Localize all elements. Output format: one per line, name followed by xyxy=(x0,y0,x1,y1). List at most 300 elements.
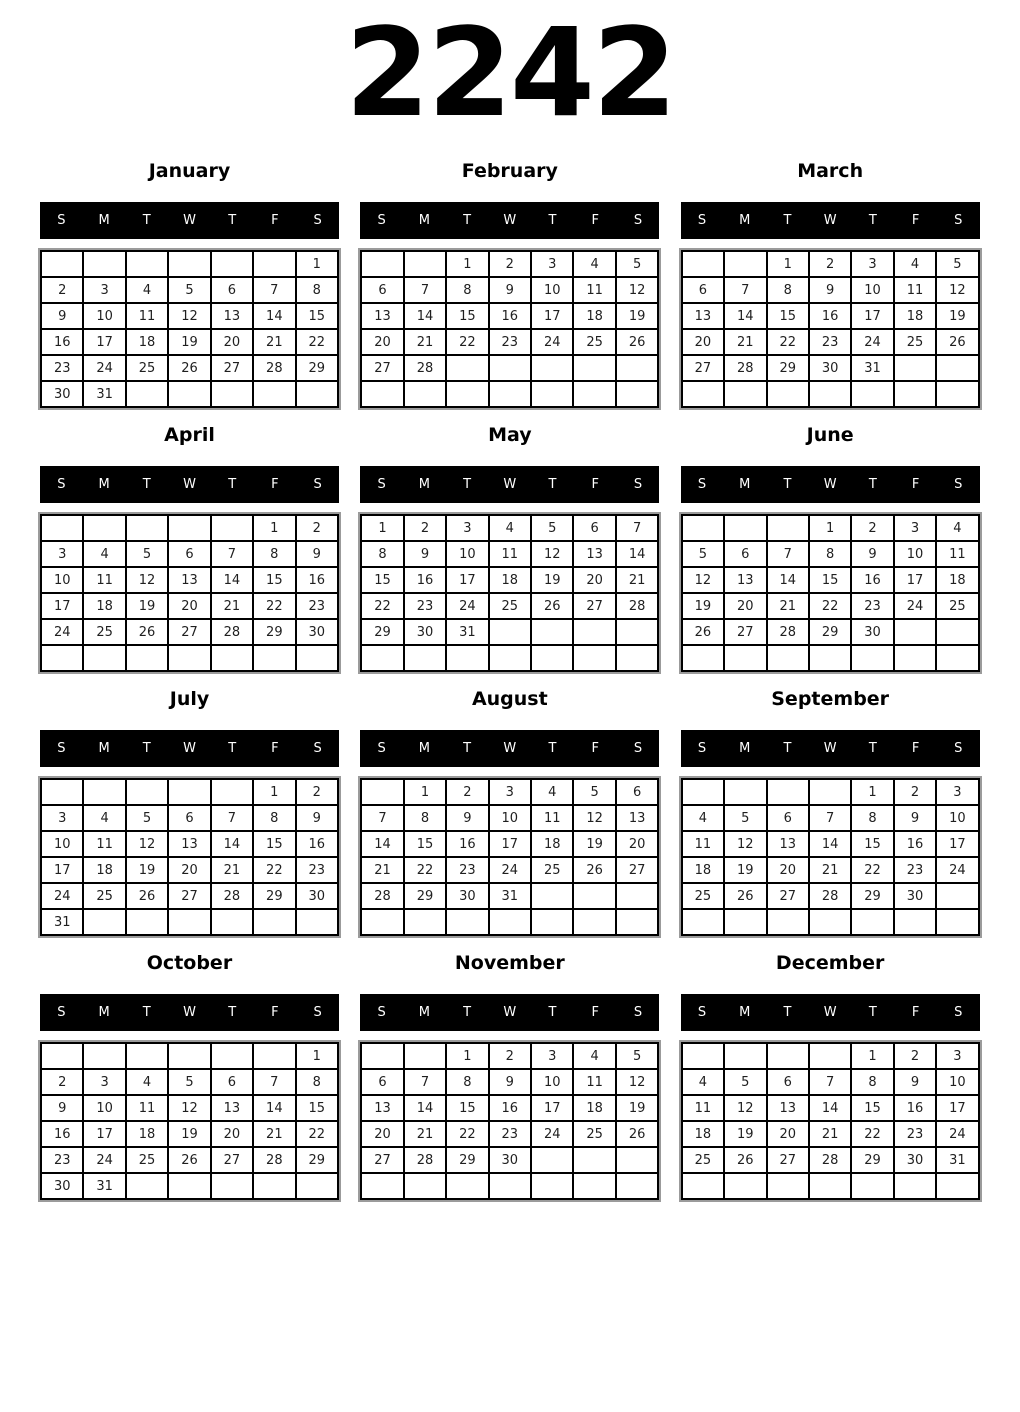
day-cell: 16 xyxy=(296,831,338,857)
empty-day-cell xyxy=(361,909,403,935)
month-title: January xyxy=(148,160,231,182)
day-cell: 19 xyxy=(724,857,766,883)
month-title: August xyxy=(471,688,548,710)
day-cell: 4 xyxy=(682,1069,724,1095)
day-cell: 18 xyxy=(573,1095,615,1121)
empty-day-cell xyxy=(767,909,809,935)
day-cell: 25 xyxy=(682,883,724,909)
day-cell: 4 xyxy=(126,277,168,303)
day-cell: 6 xyxy=(767,1069,809,1095)
weekday-label: S xyxy=(633,741,643,756)
day-cell: 9 xyxy=(489,1069,531,1095)
day-cell: 12 xyxy=(936,277,978,303)
day-cell: 25 xyxy=(126,355,168,381)
week-row xyxy=(361,515,658,541)
empty-day-cell xyxy=(809,645,851,671)
day-cell: 24 xyxy=(83,1147,125,1173)
day-cell: 20 xyxy=(767,1121,809,1147)
weekday-header-bar xyxy=(681,466,980,503)
day-cell: 17 xyxy=(851,303,893,329)
weekday-label: S xyxy=(377,1005,386,1020)
day-cell: 10 xyxy=(41,831,83,857)
day-cell: 26 xyxy=(724,1147,766,1173)
day-cell: 22 xyxy=(253,857,295,883)
day-cell: 15 xyxy=(404,831,446,857)
week-row xyxy=(41,645,338,671)
empty-day-cell xyxy=(41,251,83,277)
day-cell: 26 xyxy=(724,883,766,909)
week-row xyxy=(682,619,979,645)
day-cell: 5 xyxy=(168,277,210,303)
day-cell: 7 xyxy=(809,1069,851,1095)
day-cell: 1 xyxy=(809,515,851,541)
day-cell: 2 xyxy=(446,779,488,805)
empty-day-cell xyxy=(573,355,615,381)
day-cell: 6 xyxy=(573,515,615,541)
empty-day-cell xyxy=(809,779,851,805)
day-cell: 10 xyxy=(851,277,893,303)
week-row xyxy=(361,381,658,407)
day-cell: 24 xyxy=(41,619,83,645)
day-cell: 8 xyxy=(253,541,295,567)
day-cell: 4 xyxy=(126,1069,168,1095)
week-row xyxy=(41,1043,338,1069)
month-days-table xyxy=(681,250,980,408)
day-cell: 6 xyxy=(168,541,210,567)
month-days-table xyxy=(40,514,339,672)
day-cell: 16 xyxy=(809,303,851,329)
empty-day-cell xyxy=(936,381,978,407)
empty-day-cell xyxy=(851,381,893,407)
day-cell: 25 xyxy=(531,857,573,883)
day-cell: 20 xyxy=(573,567,615,593)
day-cell: 20 xyxy=(724,593,766,619)
empty-day-cell xyxy=(168,381,210,407)
empty-day-cell xyxy=(894,381,936,407)
day-cell: 28 xyxy=(809,1147,851,1173)
day-cell: 31 xyxy=(446,619,488,645)
weekday-label: S xyxy=(697,741,707,756)
day-cell: 22 xyxy=(253,593,295,619)
day-cell: 26 xyxy=(936,329,978,355)
day-cell: 20 xyxy=(361,1121,403,1147)
week-row xyxy=(361,277,658,303)
empty-day-cell xyxy=(126,1043,168,1069)
week-row xyxy=(361,1069,658,1095)
day-cell: 1 xyxy=(851,779,893,805)
day-cell: 21 xyxy=(211,857,253,883)
day-cell: 28 xyxy=(253,1147,295,1173)
day-cell: 28 xyxy=(211,883,253,909)
empty-day-cell xyxy=(616,909,658,935)
day-cell: 4 xyxy=(489,515,531,541)
week-row xyxy=(361,779,658,805)
empty-day-cell xyxy=(211,381,253,407)
empty-day-cell xyxy=(531,1147,573,1173)
week-row xyxy=(682,329,979,355)
month-days-body xyxy=(361,1043,658,1199)
empty-day-cell xyxy=(211,779,253,805)
weekday-label: S xyxy=(697,213,707,228)
day-cell: 19 xyxy=(724,1121,766,1147)
week-row xyxy=(682,1043,979,1069)
week-row xyxy=(41,1173,338,1199)
weekday-label: T xyxy=(463,477,472,492)
month-title: December xyxy=(775,952,885,974)
day-cell: 3 xyxy=(41,805,83,831)
months-grid xyxy=(0,160,1020,1200)
week-row xyxy=(361,805,658,831)
month-days-table xyxy=(360,778,659,936)
day-cell: 14 xyxy=(253,1095,295,1121)
day-cell: 6 xyxy=(211,1069,253,1095)
empty-day-cell xyxy=(936,355,978,381)
week-row xyxy=(361,1043,658,1069)
day-cell: 5 xyxy=(616,1043,658,1069)
weekday-label: W xyxy=(823,213,837,228)
day-cell: 8 xyxy=(767,277,809,303)
day-cell: 8 xyxy=(296,277,338,303)
week-row xyxy=(361,329,658,355)
day-cell: 13 xyxy=(573,541,615,567)
weekday-label: S xyxy=(697,1005,707,1020)
day-cell: 10 xyxy=(894,541,936,567)
week-row xyxy=(361,251,658,277)
week-row xyxy=(682,251,979,277)
day-cell: 14 xyxy=(211,831,253,857)
empty-day-cell xyxy=(894,355,936,381)
day-cell: 23 xyxy=(296,857,338,883)
weekday-label: T xyxy=(142,477,151,492)
month-days-body xyxy=(361,251,658,407)
empty-day-cell xyxy=(489,645,531,671)
day-cell: 13 xyxy=(168,567,210,593)
empty-day-cell xyxy=(724,381,766,407)
weekday-label: S xyxy=(313,741,322,756)
day-cell: 2 xyxy=(296,515,338,541)
day-cell: 25 xyxy=(126,1147,168,1173)
weekday-label: T xyxy=(463,213,472,228)
day-cell: 24 xyxy=(83,355,125,381)
day-cell: 5 xyxy=(126,541,168,567)
empty-day-cell xyxy=(211,515,253,541)
day-cell: 25 xyxy=(573,329,615,355)
empty-day-cell xyxy=(489,355,531,381)
week-row xyxy=(361,541,658,567)
day-cell: 23 xyxy=(489,1121,531,1147)
day-cell: 30 xyxy=(296,619,338,645)
day-cell: 4 xyxy=(531,779,573,805)
empty-day-cell xyxy=(616,883,658,909)
day-cell: 8 xyxy=(253,805,295,831)
empty-day-cell xyxy=(126,645,168,671)
weekday-label: W xyxy=(183,741,196,756)
day-cell: 26 xyxy=(531,593,573,619)
week-row xyxy=(41,515,338,541)
month-days-table xyxy=(40,1042,339,1200)
empty-day-cell xyxy=(296,909,338,935)
day-cell: 30 xyxy=(41,381,83,407)
weekday-label: F xyxy=(591,741,599,756)
day-cell: 6 xyxy=(682,277,724,303)
day-cell: 11 xyxy=(126,1095,168,1121)
day-cell: 18 xyxy=(936,567,978,593)
day-cell: 12 xyxy=(126,831,168,857)
weekday-header-bar xyxy=(360,466,659,503)
day-cell: 16 xyxy=(41,1121,83,1147)
weekday-label: S xyxy=(313,1005,322,1020)
day-cell: 26 xyxy=(168,1147,210,1173)
day-cell: 12 xyxy=(616,277,658,303)
empty-day-cell xyxy=(682,381,724,407)
month-days-table xyxy=(360,1042,659,1200)
day-cell: 13 xyxy=(361,1095,403,1121)
empty-day-cell xyxy=(41,515,83,541)
day-cell: 19 xyxy=(616,1095,658,1121)
day-cell: 17 xyxy=(41,593,83,619)
day-cell: 2 xyxy=(489,251,531,277)
empty-day-cell xyxy=(211,1043,253,1069)
month-block xyxy=(681,952,980,1200)
day-cell: 4 xyxy=(83,805,125,831)
day-cell: 25 xyxy=(573,1121,615,1147)
empty-day-cell xyxy=(724,1173,766,1199)
day-cell: 8 xyxy=(446,277,488,303)
day-cell: 6 xyxy=(168,805,210,831)
day-cell: 8 xyxy=(361,541,403,567)
week-row xyxy=(361,857,658,883)
week-row xyxy=(41,1121,338,1147)
day-cell: 27 xyxy=(361,355,403,381)
week-row xyxy=(682,645,979,671)
day-cell: 30 xyxy=(41,1173,83,1199)
empty-day-cell xyxy=(767,779,809,805)
weekday-label: S xyxy=(633,477,643,492)
empty-day-cell xyxy=(809,1173,851,1199)
weekday-label: T xyxy=(142,1005,151,1020)
day-cell: 12 xyxy=(682,567,724,593)
empty-day-cell xyxy=(41,779,83,805)
empty-day-cell xyxy=(531,355,573,381)
weekday-label: T xyxy=(548,477,557,492)
weekday-label: S xyxy=(313,213,322,228)
day-cell: 24 xyxy=(851,329,893,355)
empty-day-cell xyxy=(489,619,531,645)
day-cell: 21 xyxy=(809,1121,851,1147)
day-cell: 18 xyxy=(126,329,168,355)
empty-day-cell xyxy=(724,1043,766,1069)
day-cell: 28 xyxy=(404,355,446,381)
day-cell: 7 xyxy=(616,515,658,541)
day-cell: 2 xyxy=(894,779,936,805)
month-days-body xyxy=(682,515,979,671)
day-cell: 21 xyxy=(404,1121,446,1147)
weekday-label: S xyxy=(954,213,963,228)
week-row xyxy=(361,567,658,593)
day-cell: 7 xyxy=(253,277,295,303)
week-row xyxy=(682,303,979,329)
day-cell: 13 xyxy=(211,303,253,329)
weekday-label: W xyxy=(183,1005,196,1020)
weekday-label: F xyxy=(591,213,599,228)
week-row xyxy=(361,355,658,381)
empty-day-cell xyxy=(682,251,724,277)
empty-day-cell xyxy=(168,909,210,935)
weekday-label: S xyxy=(57,741,66,756)
day-cell: 14 xyxy=(404,303,446,329)
week-row xyxy=(361,593,658,619)
weekday-label: S xyxy=(954,741,963,756)
empty-day-cell xyxy=(936,909,978,935)
empty-day-cell xyxy=(767,381,809,407)
empty-day-cell xyxy=(573,909,615,935)
week-row xyxy=(361,883,658,909)
day-cell: 14 xyxy=(767,567,809,593)
day-cell: 14 xyxy=(809,1095,851,1121)
empty-day-cell xyxy=(616,645,658,671)
month-days-body xyxy=(361,515,658,671)
day-cell: 10 xyxy=(531,1069,573,1095)
day-cell: 12 xyxy=(168,303,210,329)
day-cell: 13 xyxy=(168,831,210,857)
day-cell: 17 xyxy=(446,567,488,593)
empty-day-cell xyxy=(573,381,615,407)
empty-day-cell xyxy=(936,619,978,645)
day-cell: 7 xyxy=(724,277,766,303)
week-row xyxy=(41,567,338,593)
day-cell: 3 xyxy=(531,1043,573,1069)
empty-day-cell xyxy=(126,909,168,935)
day-cell: 3 xyxy=(83,1069,125,1095)
day-cell: 11 xyxy=(936,541,978,567)
day-cell: 15 xyxy=(809,567,851,593)
month-days-body xyxy=(682,251,979,407)
day-cell: 26 xyxy=(168,355,210,381)
day-cell: 23 xyxy=(894,857,936,883)
empty-day-cell xyxy=(253,645,295,671)
week-row xyxy=(361,1095,658,1121)
empty-day-cell xyxy=(573,1173,615,1199)
day-cell: 29 xyxy=(446,1147,488,1173)
day-cell: 3 xyxy=(894,515,936,541)
day-cell: 9 xyxy=(851,541,893,567)
day-cell: 17 xyxy=(531,303,573,329)
day-cell: 26 xyxy=(616,1121,658,1147)
month-title: September xyxy=(771,688,890,710)
day-cell: 9 xyxy=(41,1095,83,1121)
empty-day-cell xyxy=(682,1173,724,1199)
day-cell: 29 xyxy=(253,883,295,909)
day-cell: 17 xyxy=(936,1095,978,1121)
month-days-body xyxy=(361,779,658,935)
day-cell: 24 xyxy=(41,883,83,909)
week-row xyxy=(41,805,338,831)
day-cell: 19 xyxy=(531,567,573,593)
weekday-label: S xyxy=(313,477,322,492)
empty-day-cell xyxy=(489,381,531,407)
week-row xyxy=(361,909,658,935)
day-cell: 9 xyxy=(894,1069,936,1095)
day-cell: 16 xyxy=(446,831,488,857)
day-cell: 12 xyxy=(126,567,168,593)
weekday-label: F xyxy=(911,213,920,228)
empty-day-cell xyxy=(446,355,488,381)
day-cell: 9 xyxy=(489,277,531,303)
day-cell: 2 xyxy=(41,277,83,303)
day-cell: 22 xyxy=(296,1121,338,1147)
weekday-label: W xyxy=(503,477,517,492)
month-days-table xyxy=(360,250,659,408)
week-row xyxy=(682,277,979,303)
day-cell: 12 xyxy=(531,541,573,567)
empty-day-cell xyxy=(83,909,125,935)
weekday-label: T xyxy=(868,213,877,228)
empty-day-cell xyxy=(361,645,403,671)
empty-day-cell xyxy=(531,619,573,645)
day-cell: 9 xyxy=(41,303,83,329)
day-cell: 9 xyxy=(296,805,338,831)
month-days-body xyxy=(41,515,338,671)
day-cell: 29 xyxy=(404,883,446,909)
week-row xyxy=(41,277,338,303)
day-cell: 11 xyxy=(489,541,531,567)
day-cell: 26 xyxy=(682,619,724,645)
empty-day-cell xyxy=(168,1173,210,1199)
week-row xyxy=(41,303,338,329)
day-cell: 12 xyxy=(168,1095,210,1121)
week-row xyxy=(41,1095,338,1121)
week-row xyxy=(41,329,338,355)
empty-day-cell xyxy=(616,355,658,381)
week-row xyxy=(361,1173,658,1199)
day-cell: 30 xyxy=(489,1147,531,1173)
weekday-label: S xyxy=(57,213,66,228)
day-cell: 30 xyxy=(404,619,446,645)
week-row xyxy=(41,1069,338,1095)
weekday-header-bar xyxy=(360,994,659,1031)
day-cell: 26 xyxy=(126,619,168,645)
day-cell: 6 xyxy=(724,541,766,567)
day-cell: 19 xyxy=(682,593,724,619)
empty-day-cell xyxy=(404,645,446,671)
day-cell: 5 xyxy=(573,779,615,805)
day-cell: 7 xyxy=(211,541,253,567)
day-cell: 15 xyxy=(296,303,338,329)
day-cell: 7 xyxy=(361,805,403,831)
empty-day-cell xyxy=(531,883,573,909)
day-cell: 7 xyxy=(404,1069,446,1095)
empty-day-cell xyxy=(489,909,531,935)
day-cell: 6 xyxy=(616,779,658,805)
day-cell: 24 xyxy=(531,329,573,355)
day-cell: 20 xyxy=(616,831,658,857)
day-cell: 15 xyxy=(851,831,893,857)
weekday-label: F xyxy=(911,741,920,756)
day-cell: 11 xyxy=(531,805,573,831)
day-cell: 16 xyxy=(41,329,83,355)
weekday-label: T xyxy=(868,1005,877,1020)
weekday-label: T xyxy=(142,741,151,756)
day-cell: 14 xyxy=(404,1095,446,1121)
day-cell: 7 xyxy=(809,805,851,831)
day-cell: 17 xyxy=(83,1121,125,1147)
weekday-label: S xyxy=(633,1005,643,1020)
day-cell: 10 xyxy=(83,303,125,329)
day-cell: 21 xyxy=(253,329,295,355)
week-row xyxy=(41,909,338,935)
empty-day-cell xyxy=(361,1173,403,1199)
day-cell: 31 xyxy=(83,381,125,407)
